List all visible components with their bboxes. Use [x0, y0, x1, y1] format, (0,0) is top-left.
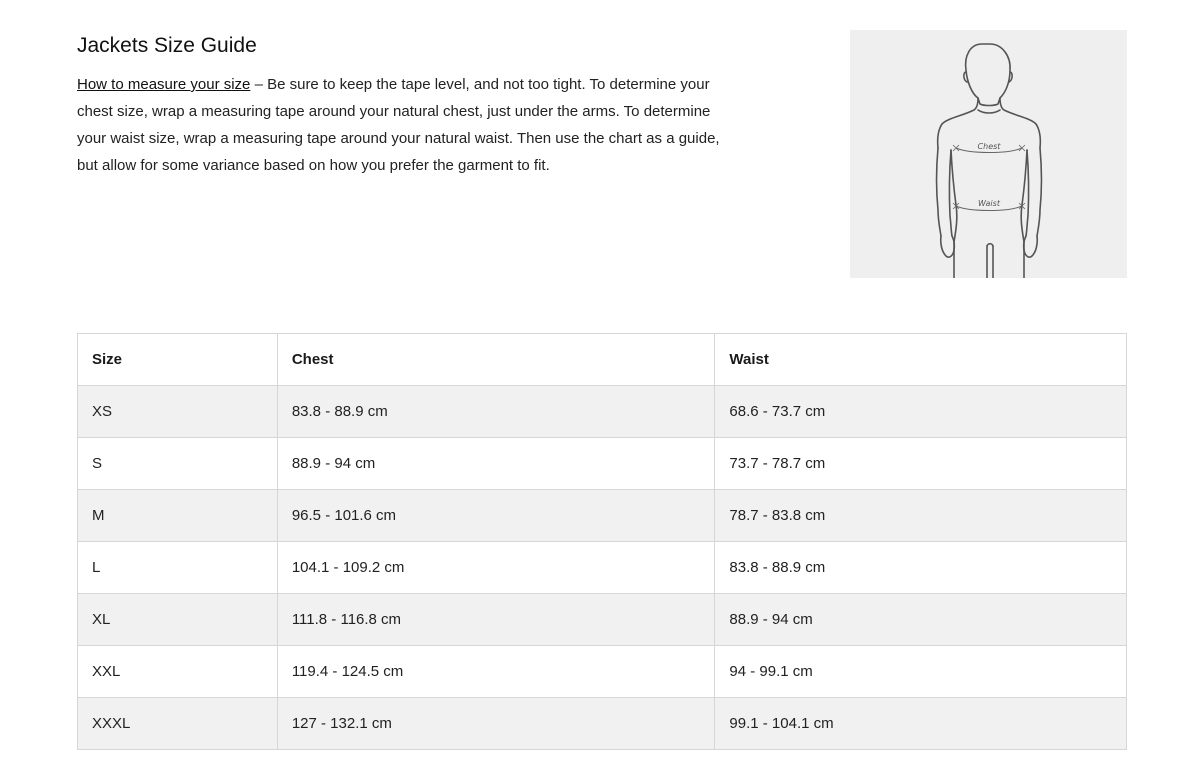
waist-cell: 99.1 - 104.1 cm [715, 698, 1127, 750]
size-cell: L [78, 542, 278, 594]
waist-label: Waist [978, 199, 1000, 208]
instructions-text: – Be sure to keep the tape level, and not too tight. To determine your chest size, wrap a measuring tape around your natural chest, just under the arms. To determine your waist size, wrap a measuring tape around your natural waist. Then use the chart as a guide, but allow for some variance based on how you prefer the garment to fit. [77, 76, 720, 174]
table-row [78, 594, 1127, 646]
table-row [78, 698, 1127, 750]
header-size: Size [78, 334, 278, 386]
chest-cell: 104.1 - 109.2 cm [277, 542, 715, 594]
table-row [78, 438, 1127, 490]
chest-cell: 96.5 - 101.6 cm [277, 490, 715, 542]
size-cell: XXXL [78, 698, 278, 750]
header-waist: Waist [715, 334, 1127, 386]
waist-cell: 94 - 99.1 cm [715, 646, 1127, 698]
table-row [78, 490, 1127, 542]
chest-cell: 127 - 132.1 cm [277, 698, 715, 750]
chest-cell: 111.8 - 116.8 cm [277, 594, 715, 646]
size-chart-table [77, 333, 1127, 750]
size-cell: XL [78, 594, 278, 646]
chest-label: Chest [977, 142, 1001, 151]
waist-cell: 68.6 - 73.7 cm [715, 386, 1127, 438]
size-cell: XXL [78, 646, 278, 698]
chest-cell: 88.9 - 94 cm [277, 438, 715, 490]
chest-cell: 119.4 - 124.5 cm [277, 646, 715, 698]
waist-cell: 73.7 - 78.7 cm [715, 438, 1127, 490]
size-cell: S [78, 438, 278, 490]
how-to-measure-link[interactable]: How to measure your size [77, 76, 251, 93]
measure-instructions [77, 71, 727, 179]
header-chest: Chest [277, 334, 715, 386]
table-row [78, 646, 1127, 698]
table-row [78, 542, 1127, 594]
waist-cell: 78.7 - 83.8 cm [715, 490, 1127, 542]
body-outline-illustration [850, 30, 1127, 278]
waist-cell: 83.8 - 88.9 cm [715, 542, 1127, 594]
table-header-row [78, 334, 1127, 386]
size-cell: M [78, 490, 278, 542]
table-row [78, 386, 1127, 438]
chest-cell: 83.8 - 88.9 cm [277, 386, 715, 438]
page-title: Jackets Size Guide [77, 34, 257, 57]
waist-cell: 88.9 - 94 cm [715, 594, 1127, 646]
measurement-figure [850, 30, 1127, 278]
size-cell: XS [78, 386, 278, 438]
